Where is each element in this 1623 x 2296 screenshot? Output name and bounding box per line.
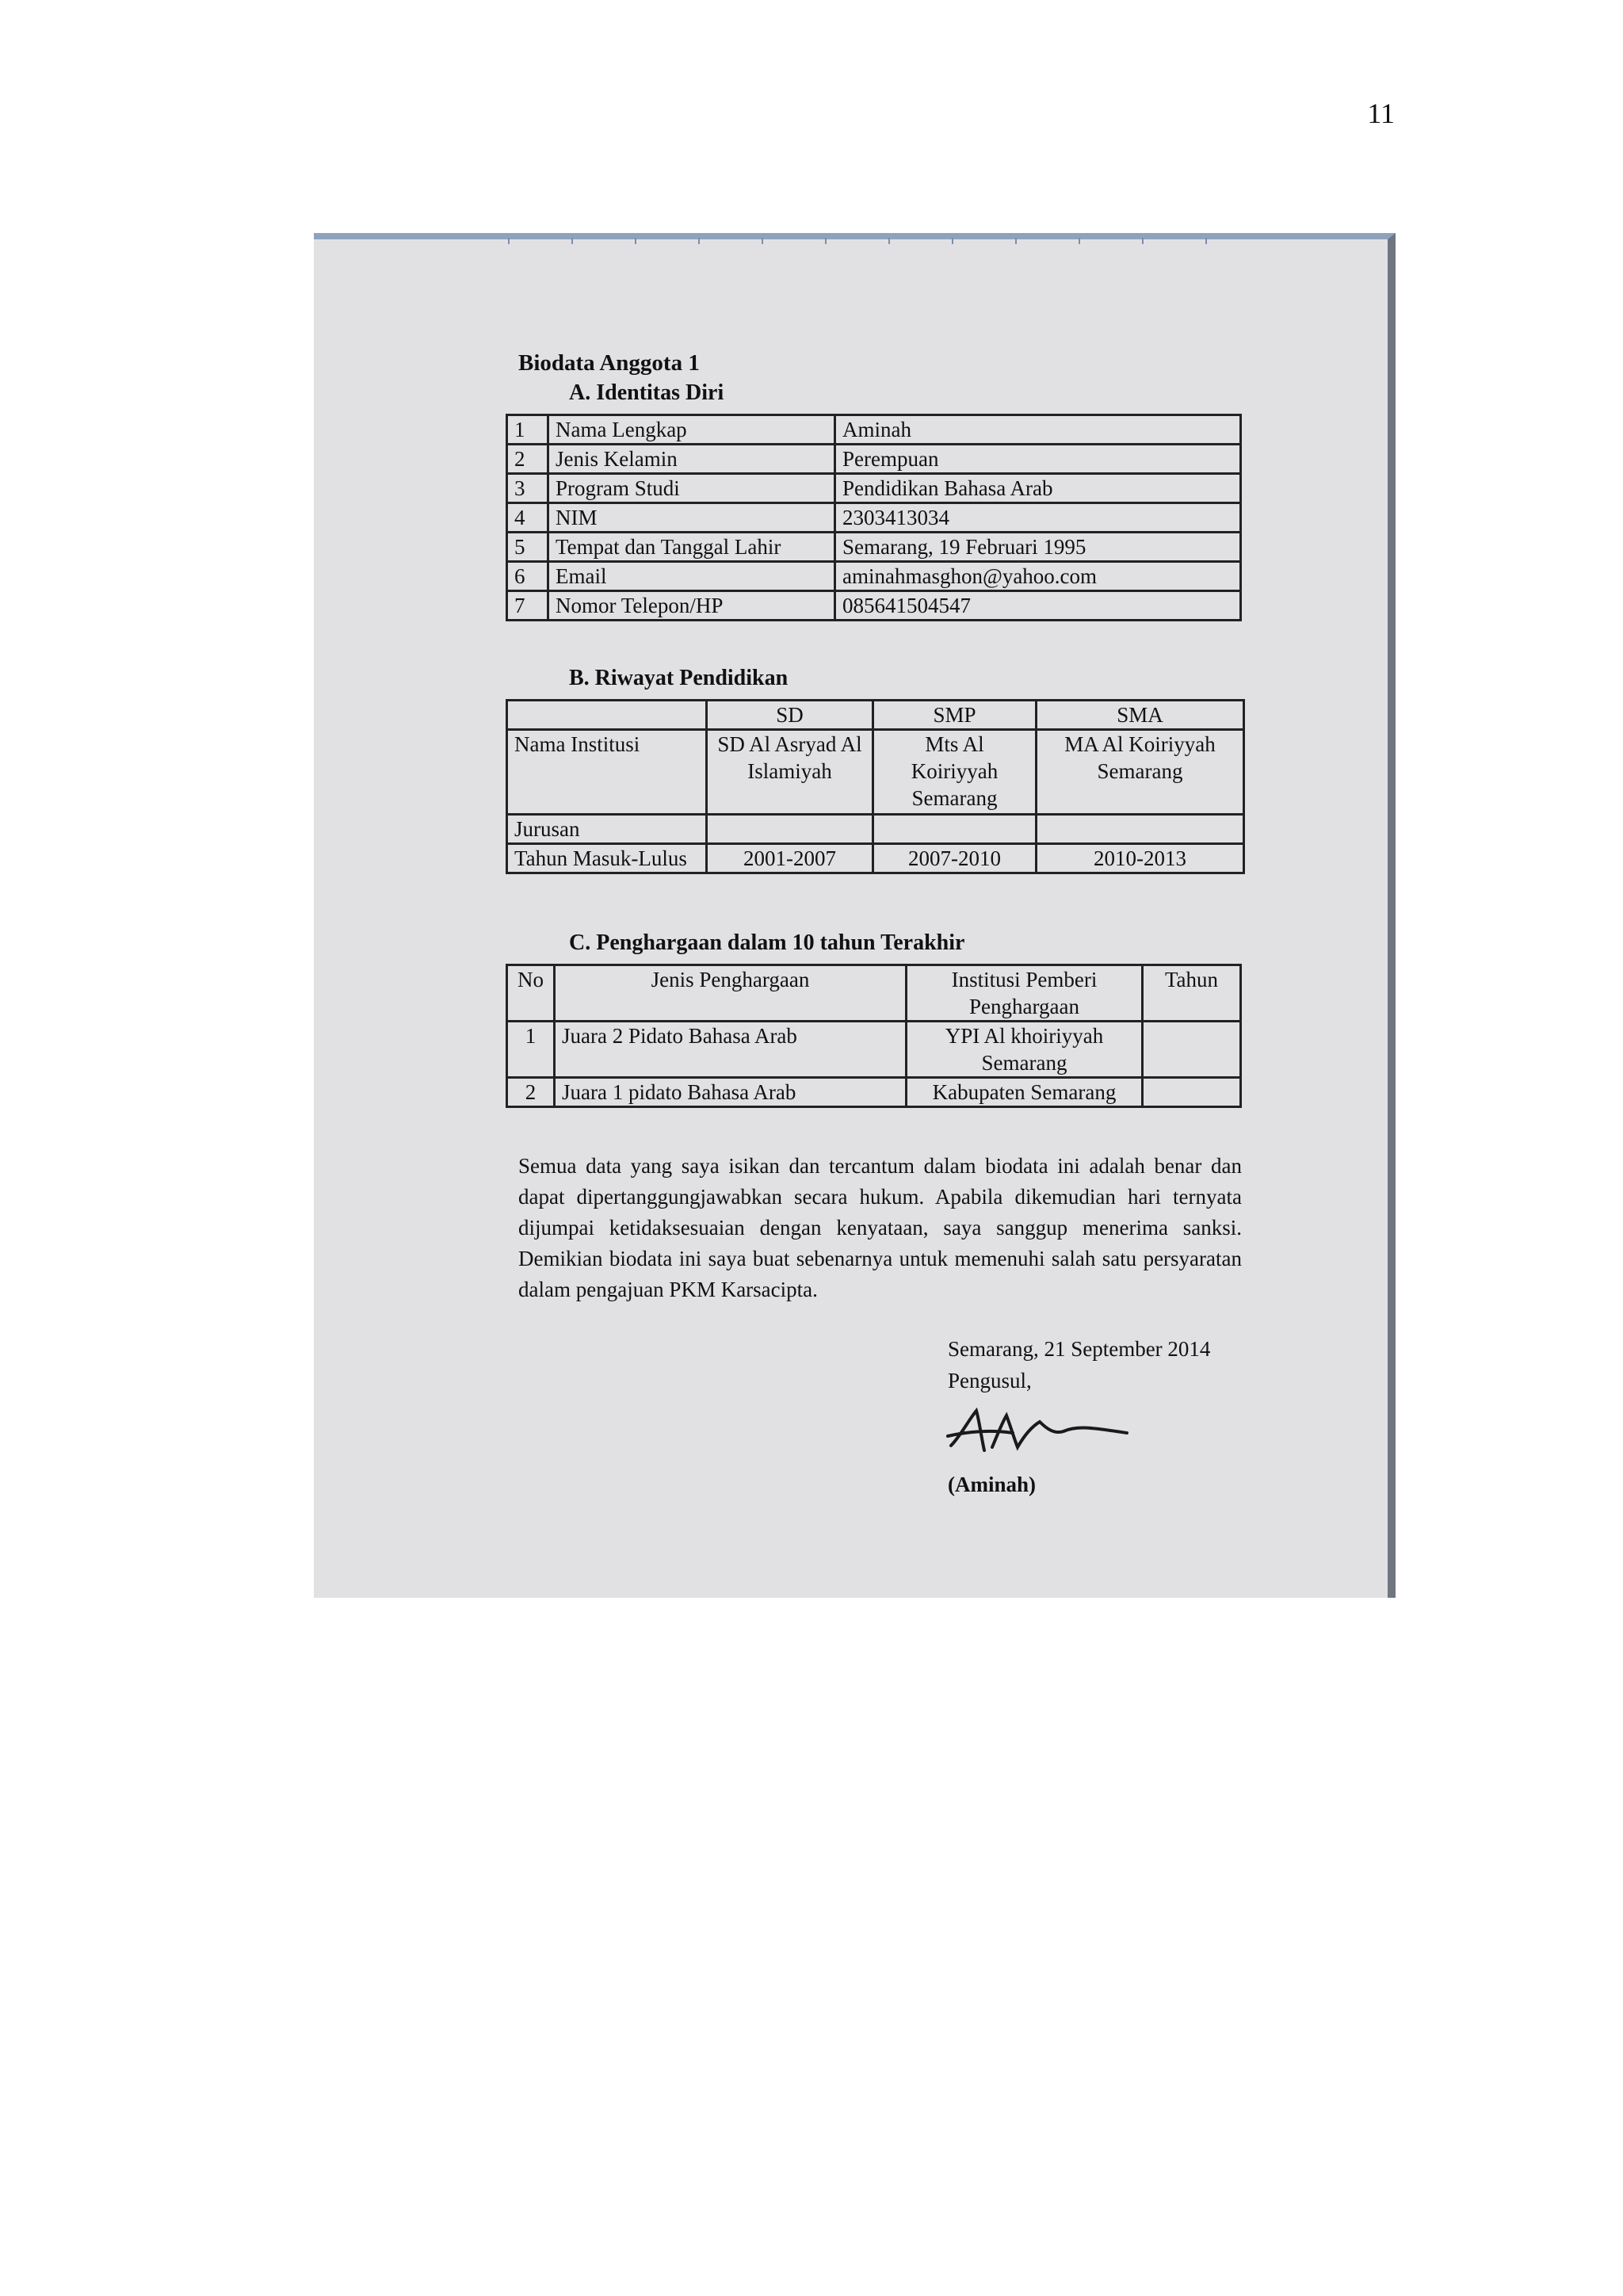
row-number: 2 (507, 1078, 555, 1107)
column-header: No (507, 965, 555, 1022)
pendidikan-row (507, 815, 1244, 844)
identitas-row (507, 591, 1241, 621)
field-label: Program Studi (548, 474, 835, 503)
pendidikan-table (506, 699, 1245, 874)
field-label: Email (548, 562, 835, 591)
penghargaan-table (506, 964, 1242, 1108)
field-label: Tempat dan Tanggal Lahir (548, 533, 835, 562)
table-cell (1037, 815, 1244, 844)
pendidikan-row (507, 730, 1244, 815)
table-cell: MA Al Koiriyyah Semarang (1037, 730, 1244, 815)
row-label: Nama Institusi (507, 730, 707, 815)
column-header: SMA (1037, 701, 1244, 730)
award-year (1143, 1078, 1241, 1107)
identitas-row (507, 533, 1241, 562)
row-number: 5 (507, 533, 548, 562)
table-cell: SD Al Asryad Al Islamiyah (707, 730, 873, 815)
penghargaan-row (507, 1022, 1241, 1078)
column-header: Institusi Pemberi Penghargaan (907, 965, 1143, 1022)
table-cell: 2007-2010 (873, 844, 1037, 873)
column-header: SMP (873, 701, 1037, 730)
field-value: 2303413034 (835, 503, 1241, 533)
penghargaan-row (507, 1078, 1241, 1107)
award-institution: Kabupaten Semarang (907, 1078, 1143, 1107)
row-number: 6 (507, 562, 548, 591)
row-number: 7 (507, 591, 548, 621)
field-value: 085641504547 (835, 591, 1241, 621)
place-date: Semarang, 21 September 2014 (948, 1337, 1211, 1361)
identitas-row (507, 415, 1241, 445)
section-c-title: C. Penghargaan dalam 10 tahun Terakhir (569, 930, 965, 955)
table-cell: Mts Al Koiriyyah Semarang (873, 730, 1037, 815)
identitas-row (507, 562, 1241, 591)
statement-paragraph: Semua data yang saya isikan dan tercantum dalam biodata ini adalah benar dan dapat dipertanggungjawabkan secara hukum. Apabila dikemudian hari ternyata dijumpai ketidaksesuaian dengan kenyataan, saya sanggup menerima sanksi. Demikian biodata ini saya buat sebenarnya untuk memenuhi salah satu persyaratan dalam pengajuan PKM Karsacipta. (518, 1154, 1242, 1301)
field-label: NIM (548, 503, 835, 533)
biodata-heading: Biodata Anggota 1 (518, 350, 700, 376)
identitas-table (506, 414, 1242, 621)
column-header: SD (707, 701, 873, 730)
identitas-row (507, 503, 1241, 533)
field-label: Nama Lengkap (548, 415, 835, 445)
award-name: Juara 1 pidato Bahasa Arab (555, 1078, 907, 1107)
signer-role: Pengusul, (948, 1369, 1032, 1392)
pendidikan-row (507, 844, 1244, 873)
handwritten-signature (945, 1404, 1143, 1460)
row-number: 1 (507, 1022, 555, 1078)
field-value: Semarang, 19 Februari 1995 (835, 533, 1241, 562)
row-number: 4 (507, 503, 548, 533)
table-cell (873, 815, 1037, 844)
table-cell: 2010-2013 (1037, 844, 1244, 873)
field-value: Perempuan (835, 445, 1241, 474)
section-b-title: B. Riwayat Pendidikan (569, 666, 789, 690)
page-number: 11 (1367, 97, 1395, 129)
signer-name: (Aminah) (948, 1473, 1037, 1496)
field-value: Aminah (835, 415, 1241, 445)
field-label: Jenis Kelamin (548, 445, 835, 474)
scanned-biodata-image (314, 233, 1396, 1598)
row-label: Jurusan (507, 815, 707, 844)
field-value: aminahmasghon@yahoo.com (835, 562, 1241, 591)
row-number: 3 (507, 474, 548, 503)
row-number: 2 (507, 445, 548, 474)
table-cell: 2001-2007 (707, 844, 873, 873)
award-year (1143, 1022, 1241, 1078)
award-name: Juara 2 Pidato Bahasa Arab (555, 1022, 907, 1078)
row-number: 1 (507, 415, 548, 445)
identitas-row (507, 474, 1241, 503)
signature-block (948, 1333, 1210, 1396)
column-header: Jenis Penghargaan (555, 965, 907, 1022)
field-label: Nomor Telepon/HP (548, 591, 835, 621)
section-a-title: A. Identitas Diri (569, 380, 724, 405)
column-header: Tahun (1143, 965, 1241, 1022)
award-institution: YPI Al khoiriyyah Semarang (907, 1022, 1143, 1078)
row-label: Tahun Masuk-Lulus (507, 844, 707, 873)
identitas-row (507, 445, 1241, 474)
field-value: Pendidikan Bahasa Arab (835, 474, 1241, 503)
column-header (507, 701, 707, 730)
table-cell (707, 815, 873, 844)
